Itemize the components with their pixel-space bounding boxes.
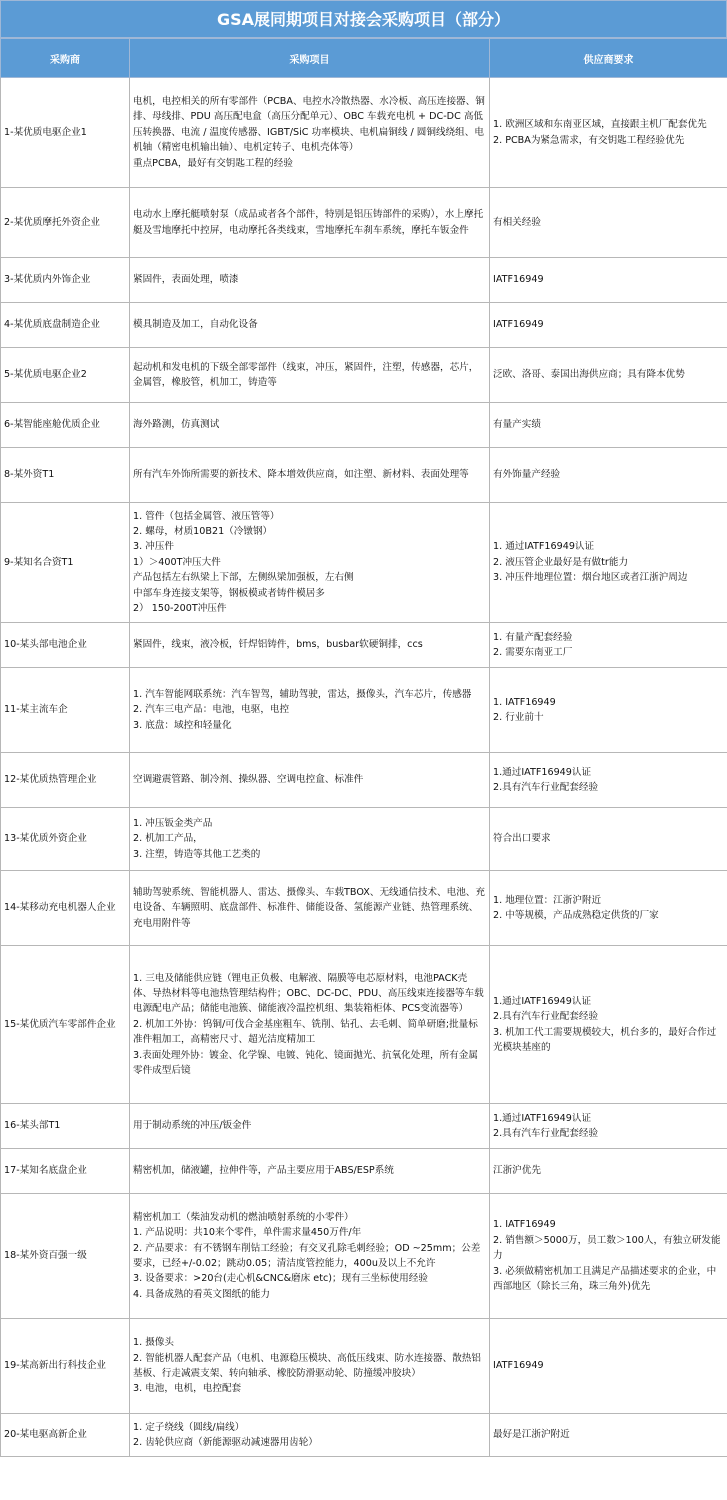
requirement-line: 1.通过IATF16949认证 [493,1112,592,1124]
item-line: 1. 摄像头 [133,1337,174,1349]
requirement-line: 3. 冲压件地理位置：烟台地区或者江浙沪周边 [493,572,688,584]
items-cell [130,871,490,946]
item-line: 2. 汽车三电产品：电池，电驱，电控 [133,704,290,716]
requirement-line: 最好是江浙沪附近 [493,1429,570,1441]
item-line: 1. 定子绕线（圆线/扁线） [133,1421,245,1433]
item-line: 中部车身连接支架等，钢板模或者铸件模居多 [133,587,325,599]
requirement-line: 符合出口要求 [493,833,551,845]
requirements-cell [490,1414,727,1457]
requirements-cell [490,348,727,403]
item-line: 2. 产品要求：有不锈钢车削钻工经验；有交叉孔除毛刺经验；OD ~25mm；公差要求，已经+/-0.02；跳动0.05；清洁度管控能力，400u及以上不允许 [133,1242,481,1269]
requirements-cell [490,403,727,448]
buyer-cell: 1-某优质电驱企业1 [1,78,130,188]
requirement-line: 2. PCBA为紧急需求，有交钥匙工程经验优先 [493,134,685,146]
item-line: 2. 螺母，材质10B21（冷镦钢） [133,525,273,537]
item-line: 海外路测，仿真测试 [133,419,220,431]
item-line: 重点PCBA，最好有交钥匙工程的经验 [133,157,293,169]
item-line: 所有汽车外饰所需要的新技术、降本增效供应商，如注塑、新材料、表面处理等 [133,469,469,481]
requirement-line: 有外饰量产经验 [493,469,561,481]
requirement-line: 2. 中等规模，产品成熟稳定供货的厂家 [493,910,659,921]
table-row [1,258,727,303]
buyer-cell: 5-某优质电驱企业2 [1,348,130,403]
requirements-cell [490,188,727,258]
buyer-cell: 2-某优质摩托外资企业 [1,188,130,258]
items-cell [130,623,490,668]
requirement-line: 1. 欧洲区域和东南亚区域，直接跟主机厂配套优先 [493,119,707,131]
buyer-cell: 12-某优质热管理企业 [1,753,130,808]
buyer-cell: 18-某外资百强一级 [1,1194,130,1319]
table-row [1,808,727,871]
buyer-cell: 8-某外资T1 [1,448,130,503]
requirement-line: 2. 需要东南亚工厂 [493,647,573,658]
item-line: 紧固件，线束，液冷板，钎焊铝铸件，bms，busbar软硬铜排，ccs [133,639,423,651]
table-row [1,448,727,503]
items-cell [130,753,490,808]
requirement-line: 江浙沪优先 [493,1165,541,1177]
requirement-line: 1. 有量产配套经验 [493,631,573,643]
items-cell [130,303,490,348]
item-line: 1. 三电及储能供应链（锂电正负极、电解液、隔膜等电芯原材料，电池PACK壳体、导热材料等电池热管理结构件；OBC、DC-DC、PDU、高压线束连接器等车载电源配电产品；储能电池簇、储能液冷温控机组、集装箱柜体、PCS变流器等） [133,972,484,1015]
item-line: 3.表面处理外协：镀金、化学镍、电镀、钝化、镜面抛光、抗氧化处理，所有金属零件成型后镜 [133,1049,478,1077]
buyer-cell: 15-某优质汽车零部件企业 [1,946,130,1104]
requirements-cell [490,946,727,1104]
requirement-line: 2. 液压管企业最好是有做tr能力 [493,556,629,568]
item-line: 1）＞400T冲压大件 [133,556,221,568]
buyer-cell: 16-某头部T1 [1,1104,130,1149]
item-line: 空调避震管路、制冷剂、操纵器、空调电控盒、标准件 [133,774,364,786]
header-requirements: 供应商要求 [490,39,727,78]
table-row [1,871,727,946]
item-line: 2. 齿轮供应商（新能源驱动减速器用齿轮） [133,1437,318,1448]
items-cell [130,503,490,623]
requirement-line: 2. 销售额＞5000万，员工数＞100人，有独立研发能力 [493,1234,721,1262]
requirement-line: IATF16949 [493,1360,544,1372]
buyer-cell: 14-某移动充电机器人企业 [1,871,130,946]
item-line: 2） 150-200T冲压件 [133,603,227,615]
item-line: 1. 汽车智能网联系统：汽车智驾，辅助驾驶，雷达，摄像头，汽车芯片，传感器 [133,688,472,700]
buyer-cell: 9-某知名合资T1 [1,503,130,623]
items-cell [130,258,490,303]
items-cell [130,403,490,448]
header-buyer: 采购商 [1,39,130,78]
requirements-cell [490,1149,727,1194]
requirement-line: 有相关经验 [493,216,541,228]
requirements-cell [490,623,727,668]
item-line: 3. 设备要求：>20台(走心机&CNC&磨床 etc)；现有三坐标使用经验 [133,1273,428,1285]
table-row [1,753,727,808]
item-line: 3. 底盘：域控和轻量化 [133,719,232,731]
header-row [1,39,727,78]
requirements-cell [490,808,727,871]
requirements-cell [490,753,727,808]
item-line: 1. 管件（包括金属管、液压管等） [133,510,280,522]
requirements-cell [490,303,727,348]
requirement-line: 有量产实绩 [493,419,541,431]
requirements-cell [490,258,727,303]
items-cell [130,1414,490,1457]
item-line: 1. 产品说明：共10来个零件，单件需求量450万件/年 [133,1227,362,1239]
requirements-cell [490,1319,727,1414]
requirement-line: 1. IATF16949 [493,696,556,708]
table-row [1,503,727,623]
items-cell [130,808,490,871]
items-cell [130,946,490,1104]
requirement-line: 泛欧、洛哥、泰国出海供应商；具有降本优势 [493,369,685,381]
requirements-cell [490,448,727,503]
buyer-cell: 20-某电驱高新企业 [1,1414,130,1457]
item-line: 2. 智能机器人配套产品（电机、电源稳压模块、高低压线束、防水连接器、散热铝基板、行走减震支架、转向轴承、橡胶防滑驱动轮、防撞缓冲胶块） [133,1352,481,1379]
item-line: 产品包括左右纵梁上下部，左侧纵梁加强板，左右侧 [133,572,354,584]
item-line: 1. 冲压钣金类产品 [133,817,213,829]
requirement-line: 2.具有汽车行业配套经验 [493,1011,599,1023]
buyer-cell: 11-某主流车企 [1,668,130,753]
items-cell [130,668,490,753]
table-row [1,403,727,448]
items-cell [130,188,490,258]
items-cell [130,1319,490,1414]
table-row [1,946,727,1104]
table-row [1,78,727,188]
buyer-cell: 10-某头部电池企业 [1,623,130,668]
requirement-line: 1. 地理位置：江浙沪附近 [493,894,602,906]
buyer-cell: 6-某智能座舱优质企业 [1,403,130,448]
procurement-table [0,38,727,1457]
item-line: 用于制动系统的冲压/钣金件 [133,1120,252,1132]
items-cell [130,348,490,403]
item-line: 紧固件，表面处理，喷漆 [133,274,239,286]
item-line: 3. 注塑，铸造等其他工艺类的 [133,848,261,860]
item-line: 精密机加工（柴油发动机的燃油喷射系统的小零件） [133,1211,354,1223]
item-line: 辅助驾驶系统、智能机器人、雷达、摄像头、车载TBOX、无线通信技术、电池、充电设备、车辆照明、底盘部件、标准件、储能设备、氢能源产业链、热管理系统、充电用附件等 [133,886,485,929]
buyer-cell: 19-某高新出行科技企业 [1,1319,130,1414]
item-line: 2. 机加工产品， [133,833,203,845]
items-cell [130,1149,490,1194]
requirement-line: 2.具有汽车行业配套经验 [493,1128,599,1139]
requirement-line: 1.通过IATF16949认证 [493,995,592,1007]
item-line: 精密机加，储液罐，拉伸件等，产品主要应用于ABS/ESP系统 [133,1165,394,1177]
buyer-cell: 4-某优质底盘制造企业 [1,303,130,348]
table-row [1,1194,727,1319]
items-cell [130,1104,490,1149]
table-row [1,1319,727,1414]
requirements-cell [490,1194,727,1319]
table-row [1,1414,727,1457]
requirement-line: 1. IATF16949 [493,1219,556,1231]
item-line: 电机，电控相关的所有零部件（PCBA、电控水冷散热器、水冷板、高压连接器、铜排、母线排、PDU 高压配电盒（高压分配单元）、OBC 车载充电机 + DC-DC 高低压转换器、电流 / 温度传感器、IGBT/SiC 功率模块、电机扁铜线 / 圆铜线绕组、电机轴（精密电机输出轴）、电机定转子、电机壳体等） [133,95,485,154]
requirement-line: 1.通过IATF16949认证 [493,766,592,778]
header-items: 采购项目 [130,39,490,78]
item-line: 2. 机加工外协：钨铜/可伐合金基座粗车、铣削、钻孔、去毛刺、简单研磨;批量标准件粗加工，高精密尺寸、超光洁度精加工 [133,1018,478,1046]
buyer-cell: 3-某优质内外饰企业 [1,258,130,303]
requirement-line: 1. 通过IATF16949认证 [493,541,595,553]
table-row [1,623,727,668]
requirement-line: 2. 行业前十 [493,712,544,723]
buyer-cell: 17-某知名底盘企业 [1,1149,130,1194]
table-row [1,188,727,258]
requirements-cell [490,503,727,623]
table-row [1,1104,727,1149]
table-row [1,348,727,403]
item-line: 电动水上摩托艇喷射泵（成品或者各个部件，特别是铝压铸部件的采购），水上摩托艇及雪地摩托中控屏，电动摩托各类线束，雪地摩托车刹车系统，摩托车钣金件 [133,209,484,236]
item-line: 模具制造及加工，自动化设备 [133,319,258,331]
requirement-line: 3. 必须做精密机加工且满足产品描述要求的企业，中西部地区（除长三角，珠三角外)优先 [493,1265,717,1293]
table-row [1,303,727,348]
requirement-line: IATF16949 [493,274,544,286]
table-row [1,668,727,753]
requirement-line: IATF16949 [493,319,544,331]
requirements-cell [490,78,727,188]
table-row [1,1149,727,1194]
requirement-line: 3. 机加工代工需要规模较大，机台多的，最好合作过光模块基座的 [493,1026,717,1053]
item-line: 3. 电池，电机，电控配套 [133,1383,242,1395]
requirements-cell [490,871,727,946]
requirement-line: 2.具有汽车行业配套经验 [493,782,599,793]
requirements-cell [490,1104,727,1149]
buyer-cell: 13-某优质外资企业 [1,808,130,871]
sheet-title: GSA展同期项目对接会采购项目（部分） [0,0,727,38]
item-line: 起动机和发电机的下级全部零部件（线束，冲压，紧固件，注塑，传感器，芯片，金属管，橡胶管，机加工，铸造等 [133,361,479,388]
requirements-cell [490,668,727,753]
items-cell [130,78,490,188]
item-line: 4. 具备成熟的看英文图纸的能力 [133,1288,270,1300]
items-cell [130,448,490,503]
item-line: 3. 冲压件 [133,541,174,553]
items-cell [130,1194,490,1319]
